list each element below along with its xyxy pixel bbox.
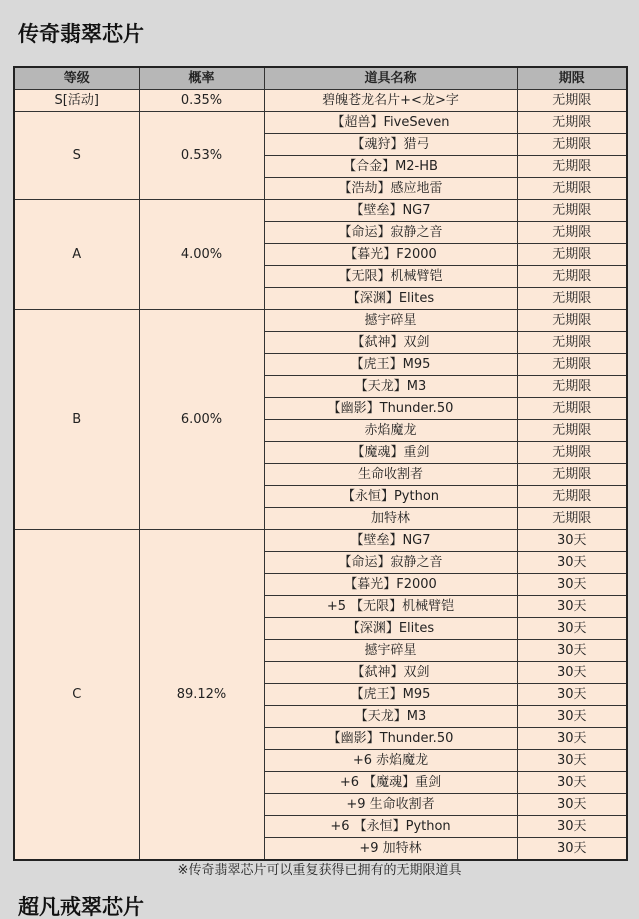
item-name-cell: 【永恒】Python bbox=[264, 486, 517, 508]
tier-cell: B bbox=[14, 310, 139, 530]
table-row bbox=[14, 200, 627, 222]
item-name-cell: 【幽影】Thunder.50 bbox=[264, 398, 517, 420]
item-name-cell: 【魔魂】重剑 bbox=[264, 442, 517, 464]
table-row bbox=[14, 310, 627, 332]
item-name-cell: 撼宇碎星 bbox=[264, 310, 517, 332]
term-cell: 无期限 bbox=[517, 310, 627, 332]
item-name-cell: 【暮光】F2000 bbox=[264, 244, 517, 266]
term-cell: 无期限 bbox=[517, 178, 627, 200]
term-cell: 无期限 bbox=[517, 90, 627, 112]
term-cell: 30天 bbox=[517, 574, 627, 596]
tier-cell: S bbox=[14, 112, 139, 200]
term-cell: 无期限 bbox=[517, 486, 627, 508]
term-cell: 30天 bbox=[517, 794, 627, 816]
term-cell: 无期限 bbox=[517, 376, 627, 398]
item-name-cell: 生命收割者 bbox=[264, 464, 517, 486]
term-cell: 30天 bbox=[517, 706, 627, 728]
term-cell: 30天 bbox=[517, 640, 627, 662]
item-name-cell: +6 【永恒】Python bbox=[264, 816, 517, 838]
term-cell: 无期限 bbox=[517, 112, 627, 134]
rate-cell: 0.35% bbox=[139, 90, 264, 112]
item-name-cell: +6 赤焰魔龙 bbox=[264, 750, 517, 772]
item-name-cell: 【天龙】M3 bbox=[264, 376, 517, 398]
term-cell: 无期限 bbox=[517, 398, 627, 420]
tier-cell: A bbox=[14, 200, 139, 310]
term-cell: 30天 bbox=[517, 838, 627, 861]
term-cell: 无期限 bbox=[517, 288, 627, 310]
item-name-cell: +9 加特林 bbox=[264, 838, 517, 861]
table-row bbox=[14, 112, 627, 134]
item-name-cell: 【虎王】M95 bbox=[264, 684, 517, 706]
table-body bbox=[14, 90, 627, 861]
term-cell: 无期限 bbox=[517, 156, 627, 178]
item-name-cell: 【深渊】Elites bbox=[264, 288, 517, 310]
term-cell: 无期限 bbox=[517, 420, 627, 442]
term-cell: 30天 bbox=[517, 772, 627, 794]
term-cell: 30天 bbox=[517, 618, 627, 640]
item-name-cell: 【壁垒】NG7 bbox=[264, 200, 517, 222]
next-section-title: 超凡戒翠芯片 bbox=[18, 895, 144, 919]
item-name-cell: 【浩劫】感应地雷 bbox=[264, 178, 517, 200]
footnote: ※传奇翡翠芯片可以重复获得已拥有的无期限道具 bbox=[177, 863, 462, 878]
item-name-cell: 【命运】寂静之音 bbox=[264, 222, 517, 244]
term-cell: 无期限 bbox=[517, 442, 627, 464]
term-cell: 无期限 bbox=[517, 354, 627, 376]
table-row bbox=[14, 90, 627, 112]
term-cell: 30天 bbox=[517, 728, 627, 750]
term-cell: 无期限 bbox=[517, 244, 627, 266]
tier-cell: C bbox=[14, 530, 139, 861]
rate-cell: 89.12% bbox=[139, 530, 264, 861]
term-cell: 30天 bbox=[517, 552, 627, 574]
term-cell: 30天 bbox=[517, 530, 627, 552]
term-cell: 30天 bbox=[517, 662, 627, 684]
page-title: 传奇翡翠芯片 bbox=[18, 22, 144, 46]
item-name-cell: 【合金】M2-HB bbox=[264, 156, 517, 178]
term-cell: 无期限 bbox=[517, 134, 627, 156]
term-cell: 无期限 bbox=[517, 200, 627, 222]
tier-cell: S[活动] bbox=[14, 90, 139, 112]
item-name-cell: 【虎王】M95 bbox=[264, 354, 517, 376]
header-term: 期限 bbox=[517, 67, 627, 90]
rate-cell: 4.00% bbox=[139, 200, 264, 310]
item-name-cell: 【天龙】M3 bbox=[264, 706, 517, 728]
item-name-cell: 加特林 bbox=[264, 508, 517, 530]
header-tier: 等级 bbox=[14, 67, 139, 90]
term-cell: 无期限 bbox=[517, 464, 627, 486]
item-name-cell: +9 生命收割者 bbox=[264, 794, 517, 816]
item-name-cell: 【无限】机械臂铠 bbox=[264, 266, 517, 288]
item-name-cell: 【命运】寂静之音 bbox=[264, 552, 517, 574]
item-name-cell: 【超兽】FiveSeven bbox=[264, 112, 517, 134]
item-name-cell: 【魂狩】猎弓 bbox=[264, 134, 517, 156]
header-item-name: 道具名称 bbox=[264, 67, 517, 90]
item-name-cell: 【弑神】双剑 bbox=[264, 332, 517, 354]
item-name-cell: 【暮光】F2000 bbox=[264, 574, 517, 596]
item-name-cell: 【深渊】Elites bbox=[264, 618, 517, 640]
rate-cell: 6.00% bbox=[139, 310, 264, 530]
table-row bbox=[14, 530, 627, 552]
term-cell: 无期限 bbox=[517, 222, 627, 244]
item-name-cell: +6 【魔魂】重剑 bbox=[264, 772, 517, 794]
item-name-cell: 赤焰魔龙 bbox=[264, 420, 517, 442]
term-cell: 30天 bbox=[517, 596, 627, 618]
term-cell: 30天 bbox=[517, 816, 627, 838]
item-name-cell: 【壁垒】NG7 bbox=[264, 530, 517, 552]
term-cell: 无期限 bbox=[517, 332, 627, 354]
term-cell: 无期限 bbox=[517, 508, 627, 530]
term-cell: 无期限 bbox=[517, 266, 627, 288]
item-name-cell: 【幽影】Thunder.50 bbox=[264, 728, 517, 750]
term-cell: 30天 bbox=[517, 750, 627, 772]
item-name-cell: +5 【无限】机械臂铠 bbox=[264, 596, 517, 618]
term-cell: 30天 bbox=[517, 684, 627, 706]
item-name-cell: 碧魄苍龙名片+<龙>字 bbox=[264, 90, 517, 112]
table-header-row bbox=[14, 67, 627, 90]
rate-cell: 0.53% bbox=[139, 112, 264, 200]
item-name-cell: 撼宇碎星 bbox=[264, 640, 517, 662]
item-name-cell: 【弑神】双剑 bbox=[264, 662, 517, 684]
drop-rate-table bbox=[13, 66, 628, 861]
header-rate: 概率 bbox=[139, 67, 264, 90]
